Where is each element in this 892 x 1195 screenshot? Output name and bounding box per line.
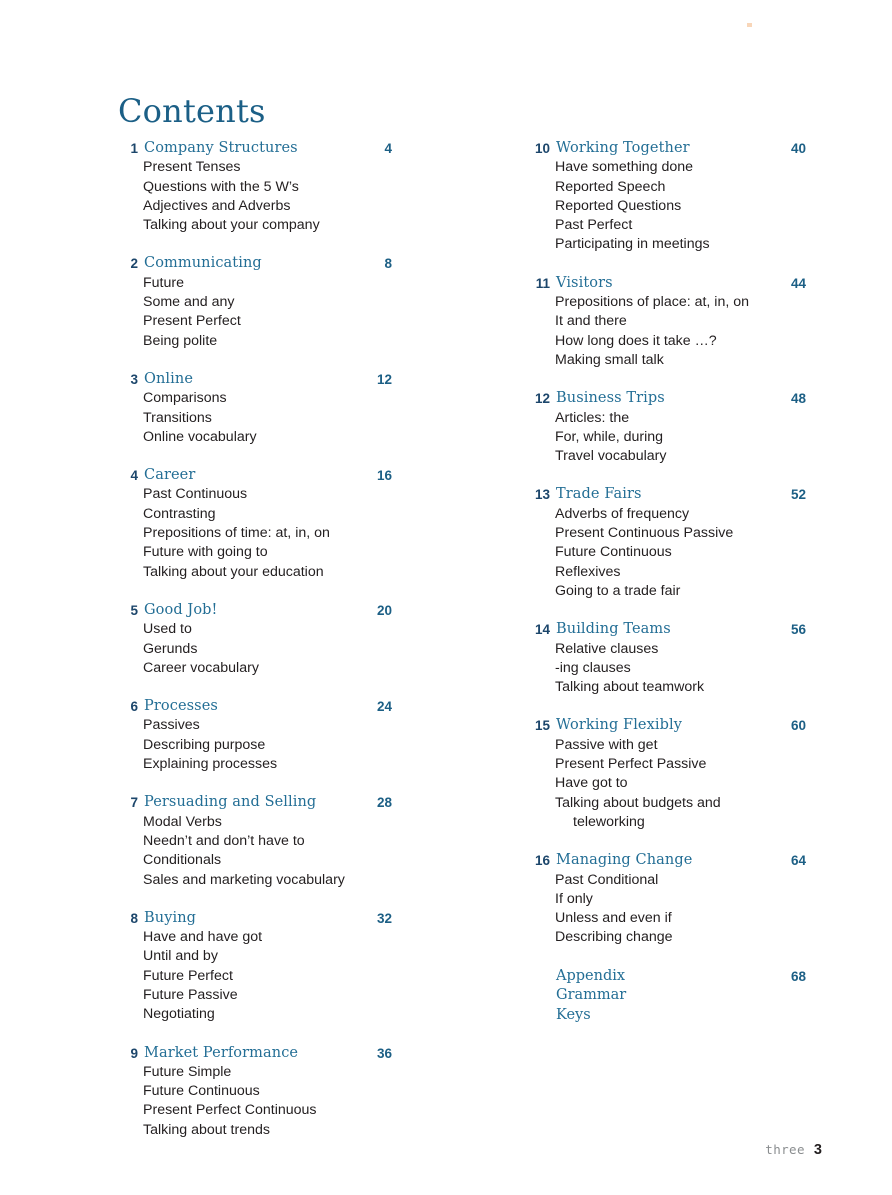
unit-number: 9 [130,1045,138,1061]
registration-mark-icon [747,23,752,27]
unit-topic-item: Future Simple [143,1063,232,1080]
unit-page-number[interactable]: 28 [376,795,392,811]
contents-unit-header[interactable] [118,466,392,485]
unit-page-number[interactable]: 4 [384,141,392,156]
unit-number: 3 [130,371,138,387]
contents-unit-header[interactable] [118,254,392,273]
contents-unit-header[interactable] [530,620,806,639]
unit-topic-item: For, while, during [555,428,664,445]
unit-topic-item: Have something done [555,159,694,176]
unit-topic-item: Future Continuous [143,1083,260,1100]
page-footer [765,1141,822,1159]
unit-topic-item: If only [555,890,593,907]
unit-title[interactable]: Communicating [144,255,262,272]
unit-topic-list [118,716,392,774]
contents-column-left [118,139,392,1140]
unit-number: 10 [534,141,550,156]
unit-topic-item: How long does it take …? [555,332,717,349]
unit-topic-item: Talking about budgets and [555,794,721,811]
contents-unit-header[interactable] [530,274,806,293]
unit-topic-item: Have and have got [143,929,263,946]
unit-title[interactable]: Trade Fairs [556,486,642,503]
unit-title[interactable]: Persuading and Selling [144,794,317,811]
appendix-entry[interactable] [530,986,806,1006]
unit-topic-item: Present Continuous Passive [555,525,734,542]
unit-topic-item: Present Perfect [143,313,241,330]
unit-page-number[interactable]: 16 [376,468,392,484]
footer-page-word: three [765,1142,805,1157]
unit-topic-item: Contrasting [143,505,216,522]
unit-number: 1 [130,141,138,156]
unit-topic-item: Describing purpose [143,736,266,753]
contents-unit[interactable] [118,466,392,582]
contents-unit[interactable] [118,793,392,889]
unit-page-number[interactable]: 60 [790,718,806,734]
unit-topic-item: Gerunds [143,640,198,657]
unit-page-number[interactable]: 8 [384,256,392,272]
unit-topic-item: Used to [143,621,192,638]
unit-title[interactable]: Company Structures [144,140,298,156]
unit-number: 7 [130,795,138,811]
unit-page-number[interactable]: 40 [790,141,806,156]
unit-title[interactable]: Processes [144,698,218,715]
unit-topic-item: Have got to [555,775,628,792]
contents-unit[interactable] [118,697,392,774]
unit-topic-item: Modal Verbs [143,813,222,830]
unit-topic-item: Until and by [143,948,218,965]
contents-unit-header[interactable] [118,1044,392,1063]
unit-topic-item: Reported Questions [555,197,682,214]
unit-topic-item: Some and any [143,294,235,311]
contents-unit-header[interactable] [530,851,806,870]
contents-unit-header[interactable] [530,389,806,408]
unit-topic-item: Reflexives [555,563,621,580]
unit-topic-list [530,409,806,467]
unit-topic-item: Career vocabulary [143,659,259,676]
contents-unit-header[interactable] [118,370,392,389]
unit-title[interactable]: Buying [144,909,197,926]
unit-page-number[interactable]: 36 [376,1045,392,1061]
contents-unit[interactable] [530,274,806,370]
unit-topic-list [530,158,806,254]
unit-topic-item: -ing clauses [555,659,631,676]
unit-title[interactable]: Career [144,467,196,484]
contents-unit[interactable] [118,1044,392,1140]
unit-topic-list [118,620,392,678]
contents-unit[interactable] [530,851,806,947]
unit-topic-item: Travel vocabulary [555,448,667,465]
unit-page-number[interactable]: 56 [790,622,806,638]
unit-title[interactable]: Business Trips [556,390,665,407]
unit-topic-item: Transitions [143,409,212,426]
unit-number: 15 [534,718,550,734]
contents-unit[interactable] [118,254,392,350]
appendix-entry[interactable] [530,1006,806,1026]
contents-unit-header[interactable] [530,716,806,735]
unit-title[interactable]: Good Job! [144,601,218,618]
unit-title[interactable]: Working Flexibly [556,717,683,734]
unit-topic-item: Talking about teamwork [555,679,705,696]
unit-topic-item: Unless and even if [555,910,672,927]
unit-title[interactable]: Online [144,370,194,387]
contents-column-right [530,139,806,1025]
unit-topic-list [530,293,806,370]
unit-topic-item: Past Perfect [555,217,633,234]
unit-topic-item: Future Perfect [143,967,233,984]
unit-title[interactable]: Working Together [556,140,690,156]
unit-topic-list [530,871,806,948]
unit-topic-item: Making small talk [555,351,664,368]
unit-page-number[interactable]: 48 [790,391,806,407]
unit-topic-list [118,813,392,890]
unit-topic-item: Past Continuous [143,486,248,503]
unit-number: 16 [534,853,550,869]
contents-unit-header[interactable] [118,793,392,812]
unit-topic-item: Present Perfect Passive [555,756,707,773]
unit-number: 4 [130,468,138,484]
unit-topic-item: Participating in meetings [555,236,710,253]
unit-topic-item: Future Passive [143,986,238,1003]
unit-number: 11 [535,275,550,291]
unit-topic-item: Conditionals [143,852,222,869]
appendix-block[interactable] [530,967,806,1026]
unit-topic-list [530,736,806,832]
unit-number: 6 [130,699,138,715]
unit-topic-item: Passive with get [555,736,658,753]
unit-page-number[interactable]: 20 [376,602,392,618]
unit-topic-item: Future with going to [143,544,268,561]
contents-unit-header[interactable] [530,139,806,158]
unit-title[interactable]: Managing Change [556,852,693,869]
unit-topic-item: Relative clauses [555,640,659,657]
unit-topic-item: Articles: the [555,409,630,426]
contents-unit-header[interactable] [118,139,392,158]
unit-topic-list [118,274,392,351]
unit-topic-item: Talking about your company [143,217,320,234]
contents-unit[interactable] [530,139,806,255]
unit-number: 5 [130,602,138,618]
unit-topic-item: Past Conditional [555,871,659,888]
contents-unit[interactable] [530,716,806,832]
unit-title[interactable]: Building Teams [556,621,671,638]
contents-unit[interactable] [530,389,806,466]
unit-topic-list [118,485,392,581]
unit-page-number[interactable]: 64 [790,853,806,869]
appendix-entry-title[interactable]: Appendix [556,967,626,984]
unit-topic-item: Being polite [143,332,218,349]
unit-page-number[interactable]: 24 [376,699,392,715]
unit-topic-item: Online vocabulary [143,428,257,445]
unit-number: 13 [534,487,550,503]
appendix-entry-page-number[interactable]: 68 [790,968,806,984]
unit-topic-item: It and there [555,313,627,330]
unit-title[interactable]: Visitors [556,274,613,291]
unit-topic-item: Explaining processes [143,756,278,773]
unit-topic-item: Going to a trade fair [555,582,681,599]
unit-topic-item: teleworking [573,813,645,830]
appendix-entry-title[interactable]: Grammar [556,987,627,1004]
unit-topic-item: Prepositions of time: at, in, on [143,525,330,542]
unit-topic-item: Negotiating [143,1006,215,1023]
unit-topic-list [118,928,392,1024]
unit-topic-item: Passives [143,717,200,734]
contents-unit[interactable] [118,139,392,235]
unit-topic-item: Sales and marketing vocabulary [143,871,345,888]
page-title: Contents [118,92,266,131]
unit-topic-item: Reported Speech [555,178,666,195]
unit-topic-item: Prepositions of place: at, in, on [555,294,750,311]
unit-page-number[interactable]: 12 [376,371,392,387]
unit-topic-item: Comparisons [143,390,227,407]
unit-topic-item: Talking about trends [143,1121,270,1138]
unit-topic-list [118,1063,392,1140]
appendix-entry[interactable] [530,967,806,987]
unit-topic-item: Future Continuous [555,544,672,561]
appendix-entry-title[interactable]: Keys [556,1006,591,1023]
unit-topic-list [118,158,392,235]
unit-number: 12 [534,391,550,407]
contents-unit-header[interactable] [530,485,806,504]
unit-topic-list [530,505,806,601]
unit-page-number[interactable]: 32 [376,910,392,926]
unit-topic-item: Needn’t and don’t have to [143,832,305,849]
unit-topic-item: Present Tenses [143,159,241,176]
unit-page-number[interactable]: 44 [790,275,806,291]
contents-unit[interactable] [118,909,392,1025]
contents-unit[interactable] [118,601,392,678]
unit-topic-list [530,640,806,698]
unit-page-number[interactable]: 52 [790,487,806,503]
unit-topic-item: Talking about your education [143,563,324,580]
unit-number: 2 [130,256,138,272]
unit-topic-item: Describing change [555,929,673,946]
unit-number: 8 [130,910,138,926]
unit-topic-item: Present Perfect Continuous [143,1102,317,1119]
unit-title[interactable]: Market Performance [144,1044,299,1061]
unit-topic-item: Questions with the 5 W’s [143,178,299,195]
contents-unit-header[interactable] [118,909,392,928]
contents-unit-header[interactable] [118,601,392,620]
unit-topic-item: Adverbs of frequency [555,505,690,522]
contents-unit[interactable] [118,370,392,447]
unit-number: 14 [534,622,550,638]
unit-topic-item: Future [143,274,185,291]
unit-topic-list [118,389,392,447]
contents-unit[interactable] [530,620,806,697]
unit-topic-item: Adjectives and Adverbs [143,197,291,214]
contents-unit[interactable] [530,485,806,601]
footer-page-number: 3 [813,1142,822,1158]
contents-unit-header[interactable] [118,697,392,716]
